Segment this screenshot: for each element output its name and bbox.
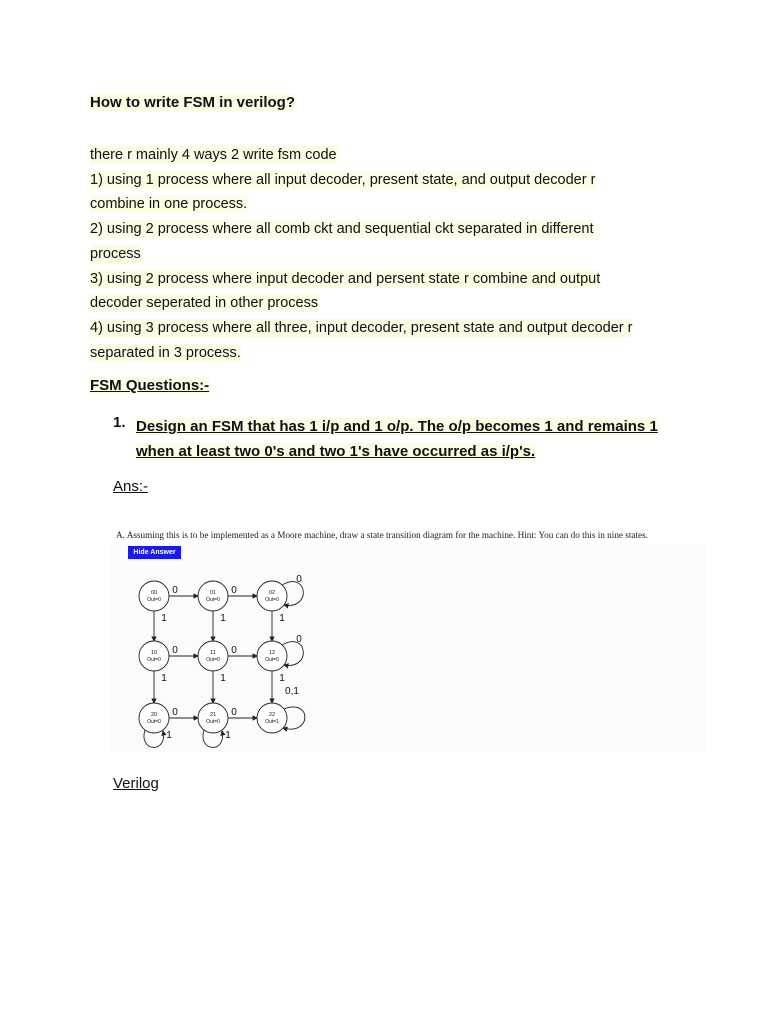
state-output: Out=0 (265, 657, 279, 663)
verilog-label: Verilog (113, 775, 159, 792)
state-output: Out=0 (147, 597, 161, 603)
state-circle (139, 703, 169, 733)
intro-line: process (90, 245, 141, 262)
state-id: 11 (210, 650, 216, 656)
fsm-questions-heading: FSM Questions:- (90, 377, 210, 394)
transition-label: 0 (296, 634, 302, 645)
intro-line: 3) using 2 process where input decoder and persent state r combine and output (90, 270, 601, 287)
transition-label: 0 (172, 645, 178, 656)
state-output: Out=0 (147, 719, 161, 725)
state-circle (139, 581, 169, 611)
state-output: Out=0 (147, 657, 161, 663)
transition-label: 0,1 (285, 686, 299, 697)
intro-line: separated in 3 process. (90, 344, 241, 361)
state-output: Out=0 (206, 719, 220, 725)
state-output: Out=0 (206, 657, 220, 663)
state-output: Out=1 (265, 719, 279, 725)
figure-caption: A. Assuming this is to be implemented as a Moore machine, draw a state transition diagram for the machine. Hint: You can do this in nine states. (116, 530, 649, 540)
intro-paragraph (90, 143, 690, 365)
transition-label: 1 (279, 673, 285, 684)
state-diagram (110, 522, 705, 752)
intro-line: 2) using 2 process where all comb ckt and sequential ckt separated in different (90, 221, 594, 238)
state-id: 20 (150, 712, 158, 718)
state-circle (198, 581, 228, 611)
state-id: 00 (150, 590, 158, 596)
transition-label: 0 (231, 645, 237, 656)
state-circle (257, 581, 287, 611)
transition-label: 1 (220, 613, 226, 624)
intro-line: 4) using 3 process where all three, input decoder, present state and output decoder r (90, 319, 633, 336)
transition-label: 1 (279, 613, 285, 624)
transition-label: 1 (225, 730, 231, 741)
answer-figure (110, 522, 705, 752)
transition-label: 0 (231, 585, 237, 596)
intro-line: there r mainly 4 ways 2 write fsm code (90, 147, 337, 163)
intro-line: combine in one process. (90, 196, 248, 213)
transition-label: 0 (231, 707, 237, 718)
question-number: 1. (113, 414, 126, 431)
transition-label: 1 (161, 673, 167, 684)
answer-label: Ans:- (113, 478, 149, 495)
state-id: 22 (268, 712, 276, 718)
state-id: 12 (268, 650, 276, 656)
state-id: 01 (209, 590, 217, 596)
transition-label: 1 (161, 613, 167, 624)
state-circle (257, 703, 287, 733)
transition-label: 0 (296, 574, 302, 585)
question-text (136, 414, 696, 464)
transition-label: 1 (220, 673, 226, 684)
page-title: How to write FSM in verilog? (90, 94, 296, 111)
transition-label: 0 (172, 585, 178, 596)
intro-line: 1) using 1 process where all input decoder, present state, and output decoder r (90, 171, 596, 188)
question-line: when at least two 0's and two 1's have occurred as i/p's. (136, 443, 536, 460)
state-circle (257, 641, 287, 671)
transition-label: 0 (172, 707, 178, 718)
state-output: Out=0 (265, 597, 279, 603)
intro-line: decoder seperated in other process (90, 295, 319, 312)
hide-answer-button[interactable]: Hide Answer (128, 546, 181, 559)
state-circle (139, 641, 169, 671)
state-id: 02 (268, 590, 276, 596)
state-id: 21 (209, 712, 217, 718)
state-circle (198, 703, 228, 733)
question-line: Design an FSM that has 1 i/p and 1 o/p. The o/p becomes 1 and remains 1 (136, 418, 658, 435)
state-output: Out=0 (206, 597, 220, 603)
state-circle (198, 641, 228, 671)
state-id: 10 (150, 650, 158, 656)
transition-label: 1 (166, 730, 172, 741)
diagram-layer (139, 574, 305, 747)
